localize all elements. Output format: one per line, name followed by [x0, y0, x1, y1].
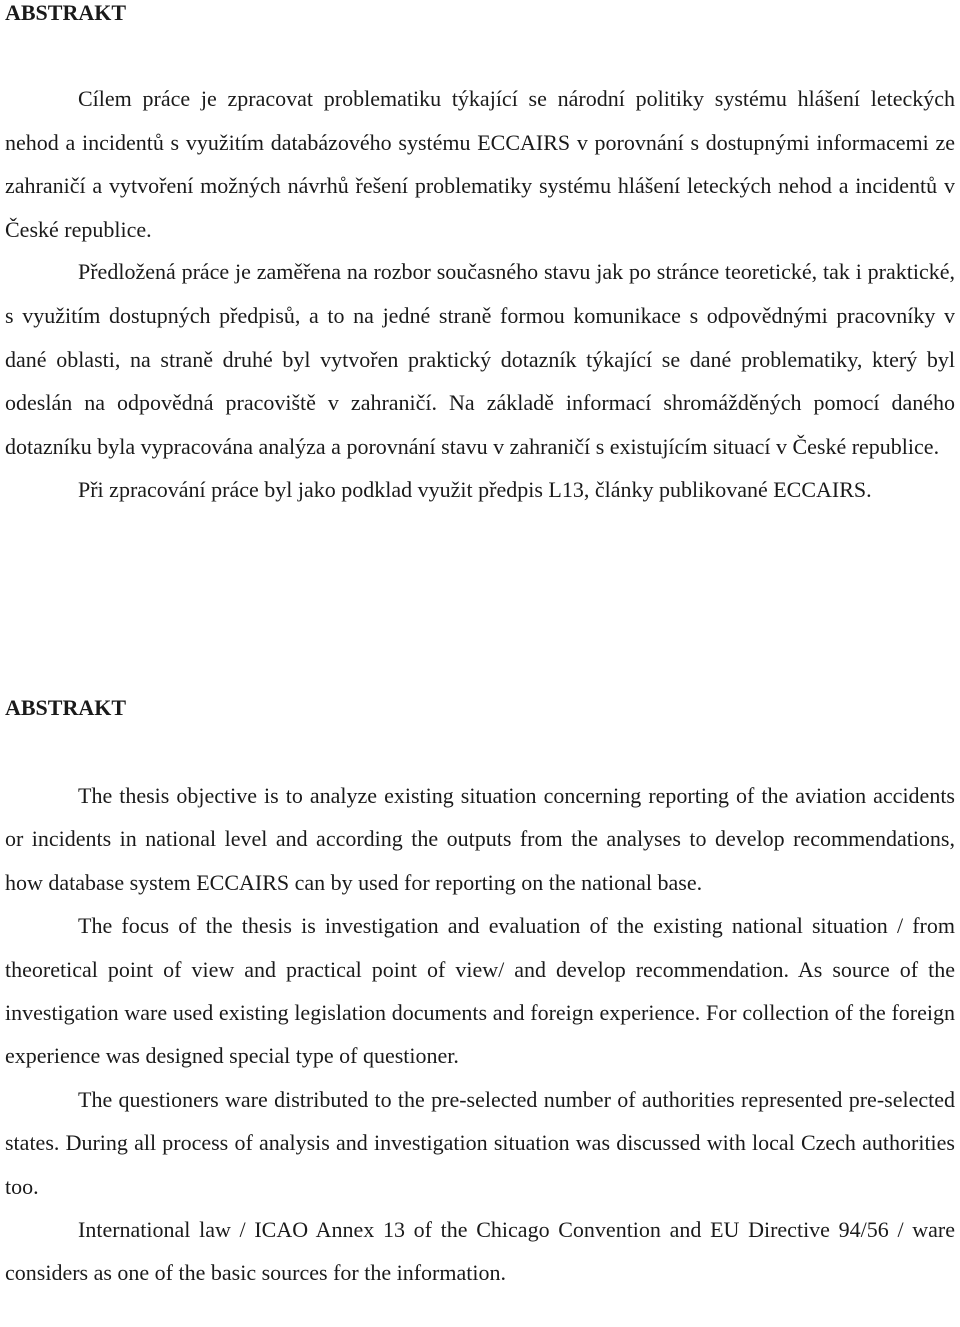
english-paragraph-1: The thesis objective is to analyze existing situation concerning reporting of the aviation accidents or incidents in national level and according the outputs from the analyses to develop recommendations, how database system ECCAIRS can by used for reporting on the national base. — [5, 783, 955, 895]
english-abstract-body — [5, 774, 955, 1295]
czech-abstract-heading: ABSTRAKT — [5, 0, 127, 25]
czech-paragraph-1: Cílem práce je zpracovat problematiku týkající se národní politiky systému hlášení leteckých nehod a incidentů s využitím databázového systému ECCAIRS v porovnání s dostupnými informacemi ze zahraničí a vytvoření možných návrhů řešení problematiky systému hlášení leteckých nehod a incidentů v České republice. — [5, 86, 955, 242]
english-paragraph-4: International law / ICAO Annex 13 of the Chicago Convention and EU Directive 94/56 / ware considers as one of the basic sources for the information. — [5, 1217, 955, 1286]
english-paragraph-2: The focus of the thesis is investigation and evaluation of the existing national situation / from theoretical point of view and practical point of view/ and develop recommendation. As source of the investigation ware used existing legislation documents and foreign experience. For collection of the foreign experience was designed special type of questioner. — [5, 913, 955, 1069]
czech-abstract-body — [5, 77, 955, 512]
czech-paragraph-2: Předložená práce je zaměřena na rozbor současného stavu jak po stránce teoretické, tak i praktické, s využitím dostupných předpisů, a to na jedné straně formou komunikace s odpovědnými pracovníky v dané oblasti, na straně druhé byl vytvořen praktický dotazník týkající se dané problematiky, který byl odeslán na odpovědná pracoviště v zahraničí. Na základě informací shromážděných pomocí daného dotazníku byla vypracována analýza a porovnání stavu v zahraničí s existujícím situací v České republice. — [5, 259, 955, 459]
english-abstract-heading: ABSTRAKT — [5, 695, 127, 720]
czech-paragraph-3: Při zpracování práce byl jako podklad využit předpis L13, články publikované ECCAIRS. — [78, 477, 872, 503]
english-paragraph-3: The questioners ware distributed to the pre-selected number of authorities represented pre-selected states. During all process of analysis and investigation situation was discussed with local Czech authorities too. — [5, 1086, 955, 1199]
